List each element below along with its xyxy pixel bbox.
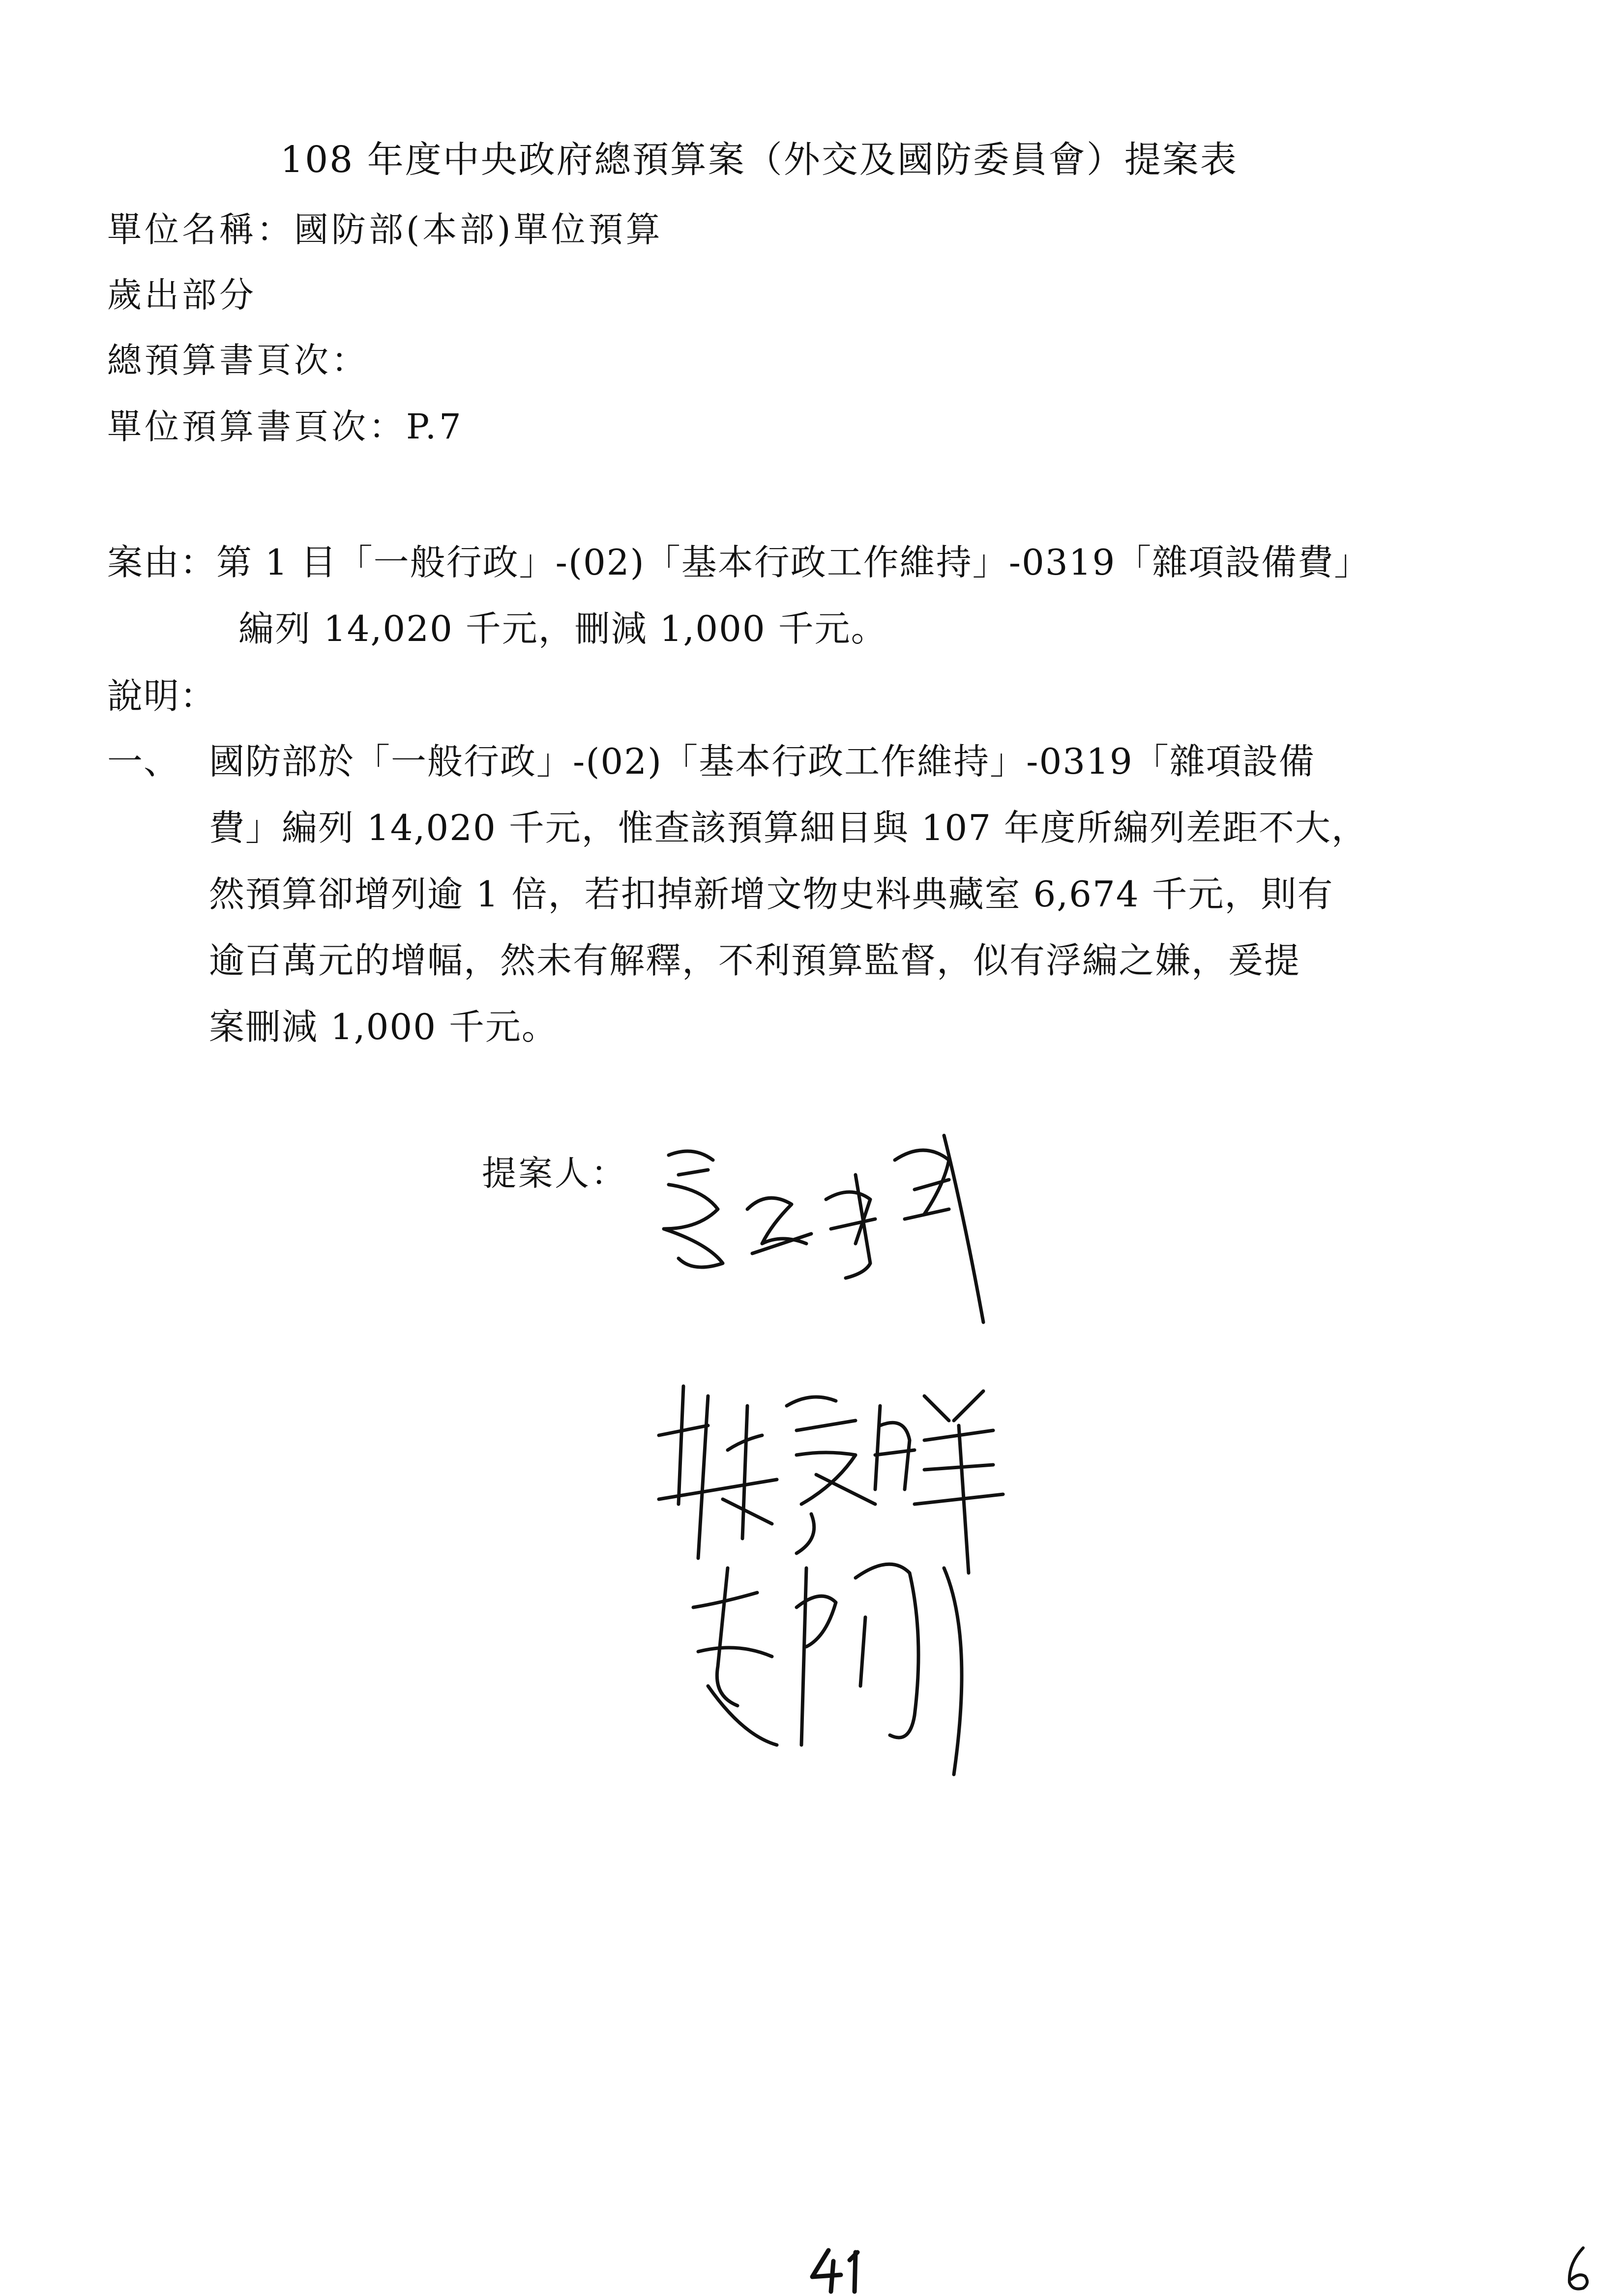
handwritten-signature-1 bbox=[649, 1116, 1003, 1347]
case-line-1: 案由：第 1 目「一般行政」-(02)「基本行政工作維持」-0319「雜項設備費」 bbox=[107, 542, 1371, 583]
handwritten-corner-number bbox=[1559, 2244, 1603, 2293]
explanation-line: 案刪減 1,000 千元。 bbox=[209, 1006, 558, 1047]
page-title: 108 年度中央政府總預算案（外交及國防委員會）提案表 bbox=[280, 139, 1238, 181]
section-label: 歲出部分 bbox=[107, 275, 257, 315]
handwritten-page-number bbox=[806, 2246, 875, 2296]
case-line-2: 編列 14,020 千元，刪減 1,000 千元。 bbox=[238, 608, 887, 649]
proposer-label: 提案人： bbox=[482, 1153, 627, 1193]
explanation-line: 國防部於「一般行政」-(02)「基本行政工作維持」-0319「雜項設備 bbox=[209, 741, 1315, 782]
total-budget-page: 總預算書頁次： bbox=[107, 340, 369, 380]
explanation-item-marker: 一、 bbox=[107, 741, 180, 782]
explanation-line: 逾百萬元的增幅，然未有解釋，不利預算監督，似有浮編之嫌，爰提 bbox=[209, 940, 1301, 981]
explanation-line: 費」編列 14,020 千元，惟查該預算細目與 107 年度所編列差距不大， bbox=[209, 807, 1368, 848]
unit-budget-page: 單位預算書頁次：P.7 bbox=[107, 407, 464, 447]
explanation-label: 說明： bbox=[107, 675, 217, 717]
unit-name: 單位名稱：國防部(本部)單位預算 bbox=[107, 209, 663, 250]
handwritten-signature-3 bbox=[679, 1539, 983, 1794]
explanation-line: 然預算卻增列逾 1 倍，若扣掉新增文物史料典藏室 6,674 千元，則有 bbox=[209, 873, 1334, 915]
